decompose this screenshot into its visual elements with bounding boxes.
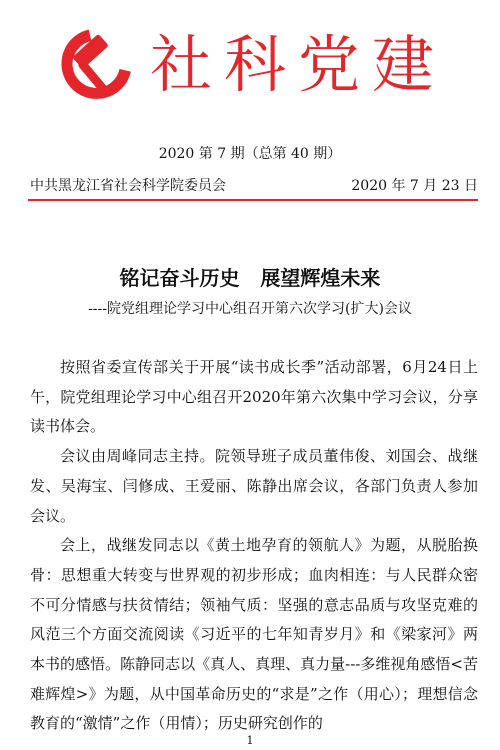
masthead-title: 社科党建 (150, 28, 447, 101)
header-divider (28, 199, 478, 201)
body-paragraph: 按照省委宣传部关于开展“读书成长季”活动部署，6月24日上午，院党组理论学习中心组召开2020年第六次集中学习会议，分享读书体会。 (30, 358, 478, 436)
article-body (30, 353, 478, 739)
hammer-and-sickle-icon (50, 22, 138, 102)
article-subtitle: ----院党组理论学习中心组召开第六次学习(扩大)会议 (88, 301, 412, 317)
publish-date: 2020 年 7 月 23 日 (351, 178, 478, 194)
page-number: 1 (246, 734, 254, 747)
article-title: 铭记奋斗历史 展望辉煌未来 (119, 266, 381, 290)
publisher-name: 中共黑龙江省社会科学院委员会 (30, 178, 226, 194)
body-paragraph: 会议由周峰同志主持。院领导班子成员董伟俊、刘国会、战继发、吴海宝、闫修成、王爱丽、陈静出席会议，各部门负责人参加会议。 (30, 447, 478, 525)
body-paragraph: 会上，战继发同志以《黄土地孕育的领航人》为题，从脱胎换骨：思想重大转变与世界观的初步形成；血肉相连：与人民群众密不可分情感与扶贫情结；领袖气质：坚强的意志品质与攻坚克难的风范三个方面交流阅读《习近平的七年知青岁月》和《梁家河》两本书的感悟。陈静同志以《真人、真理、真力量---多维视角感悟<苦难辉煌>》为题，从中国革命历史的“求是”之作（用心）；理想信念教育的“激情”之作（用情）；历史研究创作的 (30, 536, 478, 733)
issue-line: 2020 第 7 期（总第 40 期） (158, 146, 342, 162)
